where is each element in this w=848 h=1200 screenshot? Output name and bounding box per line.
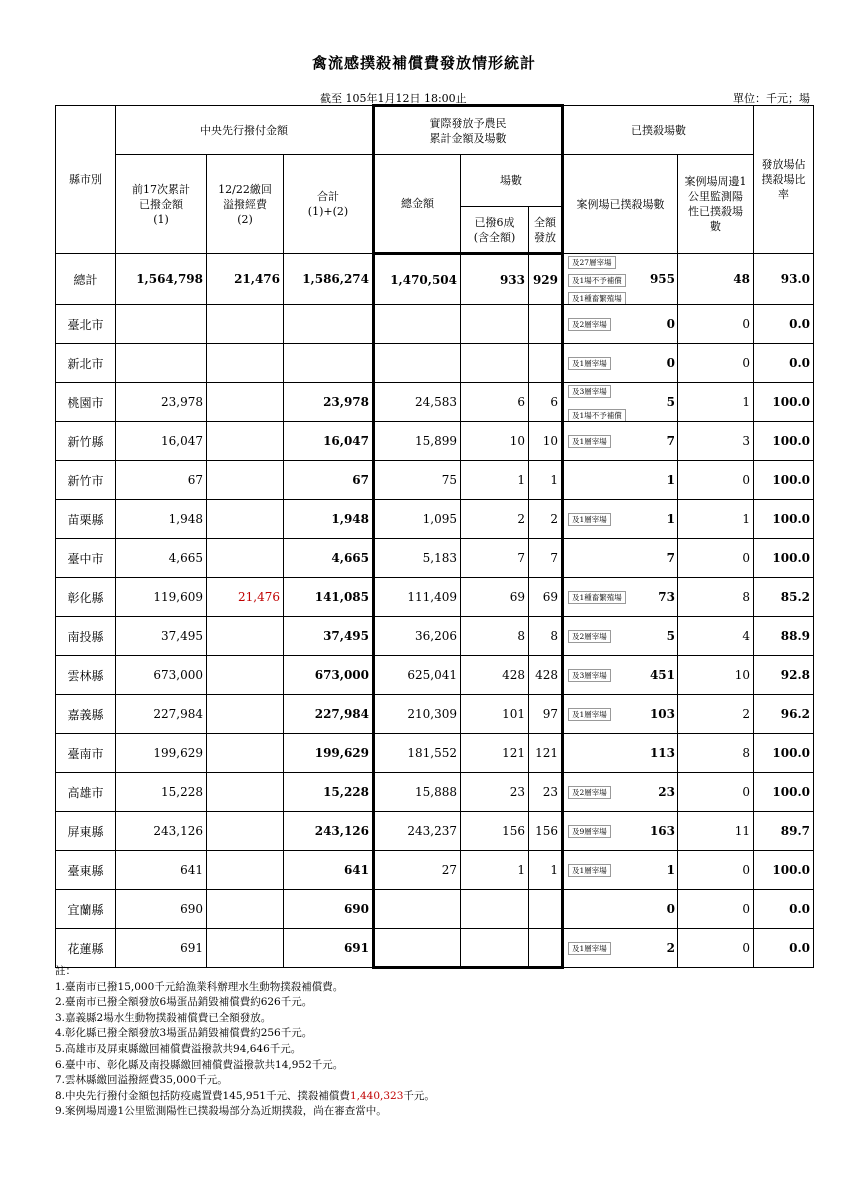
cull-note-tag: 及3層宰場 xyxy=(568,385,611,398)
county-row xyxy=(56,617,814,656)
total-row xyxy=(56,254,814,305)
prev17-amount: 199,629 xyxy=(116,734,207,773)
header-farmer-group: 實際發放予農民 累計金額及場數 xyxy=(374,106,563,155)
county-row xyxy=(56,773,814,812)
paid-full-count: 428 xyxy=(529,656,563,695)
header-dec22: 12/22繳回 溢撥經費 (2) xyxy=(207,155,284,254)
ratio-value: 0.0 xyxy=(754,890,814,929)
surrounding-count: 8 xyxy=(678,734,754,773)
total-amount xyxy=(374,890,461,929)
prev17-amount: 4,665 xyxy=(116,539,207,578)
county-name: 雲林縣 xyxy=(56,656,116,695)
header-surrounding: 案例場周邊1 公里監測陽 性已撲殺場 數 xyxy=(678,155,754,254)
county-row xyxy=(56,890,814,929)
total-amount xyxy=(374,305,461,344)
cull-note-tag: 及9層宰場 xyxy=(568,825,611,838)
highlight-amount: 1,440,323 xyxy=(349,1089,404,1102)
cull-note-tag: 及1場不予補償 xyxy=(568,274,626,287)
cull-note-tag: 及1層宰場 xyxy=(568,357,611,370)
paid-full-count: 156 xyxy=(529,812,563,851)
case-culled-count xyxy=(563,254,678,305)
paid-full-count: 97 xyxy=(529,695,563,734)
cull-note-tag: 及1層宰場 xyxy=(568,708,611,721)
total-amount: 36,206 xyxy=(374,617,461,656)
surrounding-count: 2 xyxy=(678,695,754,734)
paid-full-count xyxy=(529,890,563,929)
case-culled-count xyxy=(563,461,678,500)
header-prev17: 前17次累計 已撥金額 (1) xyxy=(116,155,207,254)
surrounding-count: 8 xyxy=(678,578,754,617)
prev17-amount: 15,228 xyxy=(116,773,207,812)
county-name: 屏東縣 xyxy=(56,812,116,851)
surrounding-count: 0 xyxy=(678,851,754,890)
county-row xyxy=(56,929,814,968)
dec22-amount xyxy=(207,422,284,461)
surrounding-count: 3 xyxy=(678,422,754,461)
header-culled-group: 已撲殺場數 xyxy=(563,106,754,155)
total-amount: 1,470,504 xyxy=(374,254,461,305)
paid-full-count xyxy=(529,305,563,344)
as-of-date: 截至 105年1月12日 18:00止 xyxy=(320,92,467,105)
paid60-count xyxy=(461,929,529,968)
surrounding-count: 0 xyxy=(678,539,754,578)
prev17-amount: 641 xyxy=(116,851,207,890)
total-amount: 111,409 xyxy=(374,578,461,617)
paid-full-count: 2 xyxy=(529,500,563,539)
paid60-count: 933 xyxy=(461,254,529,305)
dec22-amount xyxy=(207,500,284,539)
case-culled-number: 73 xyxy=(658,590,675,604)
paid60-count: 7 xyxy=(461,539,529,578)
case-culled-number: 23 xyxy=(658,785,675,799)
sum-amount: 641 xyxy=(284,851,374,890)
county-row xyxy=(56,539,814,578)
paid60-count: 1 xyxy=(461,851,529,890)
total-amount: 15,899 xyxy=(374,422,461,461)
paid-full-count: 1 xyxy=(529,461,563,500)
footnote-item: 7.雲林縣繳回溢撥經費35,000千元。 xyxy=(55,1074,228,1087)
paid-full-count xyxy=(529,929,563,968)
sum-amount: 199,629 xyxy=(284,734,374,773)
case-culled-number: 1 xyxy=(666,473,675,487)
county-row xyxy=(56,305,814,344)
ratio-value: 100.0 xyxy=(754,422,814,461)
total-amount: 243,237 xyxy=(374,812,461,851)
paid60-count xyxy=(461,305,529,344)
footnote-item: 5.高雄市及屏東縣繳回補償費溢撥款共94,646千元。 xyxy=(55,1042,302,1055)
prev17-amount: 67 xyxy=(116,461,207,500)
paid-full-count: 121 xyxy=(529,734,563,773)
case-culled-number: 5 xyxy=(666,395,675,409)
county-name: 宜蘭縣 xyxy=(56,890,116,929)
county-name: 苗栗縣 xyxy=(56,500,116,539)
prev17-amount: 691 xyxy=(116,929,207,968)
county-row xyxy=(56,656,814,695)
surrounding-count: 0 xyxy=(678,890,754,929)
surrounding-count: 1 xyxy=(678,500,754,539)
footnote-item: 1.臺南市已撥15,000千元給漁業科辦理水生動物撲殺補償費。 xyxy=(55,980,344,993)
dec22-amount xyxy=(207,734,284,773)
case-culled-number: 0 xyxy=(666,317,675,331)
total-amount: 27 xyxy=(374,851,461,890)
footnote-item: 3.嘉義縣2場水生動物撲殺補償費已全額發放。 xyxy=(55,1011,272,1024)
county-row xyxy=(56,422,814,461)
paid60-count xyxy=(461,890,529,929)
sum-amount: 67 xyxy=(284,461,374,500)
ratio-value: 0.0 xyxy=(754,305,814,344)
paid-full-count: 6 xyxy=(529,383,563,422)
dec22-amount xyxy=(207,929,284,968)
sum-amount xyxy=(284,305,374,344)
cull-note-tag: 及2層宰場 xyxy=(568,786,611,799)
prev17-amount xyxy=(116,344,207,383)
case-culled-count xyxy=(563,578,678,617)
case-culled-count xyxy=(563,305,678,344)
prev17-amount: 37,495 xyxy=(116,617,207,656)
footnote-item: 2.臺南市已撥全額發放6場蛋品銷毀補償費約626千元。 xyxy=(55,996,313,1009)
footnote-heading: 註： xyxy=(55,965,76,977)
paid60-count: 23 xyxy=(461,773,529,812)
county-row xyxy=(56,383,814,422)
ratio-value: 85.2 xyxy=(754,578,814,617)
paid-full-count: 1 xyxy=(529,851,563,890)
case-culled-number: 103 xyxy=(649,707,675,721)
county-name: 臺東縣 xyxy=(56,851,116,890)
total-amount: 5,183 xyxy=(374,539,461,578)
paid60-count: 428 xyxy=(461,656,529,695)
header-paid60: 已撥6成 (含全額) xyxy=(461,207,529,254)
case-culled-count xyxy=(563,500,678,539)
total-amount: 75 xyxy=(374,461,461,500)
footnote-item: 9.案例場周邊1公里監測陽性已撲殺場部分為近期撲殺，尚在審查當中。 xyxy=(55,1105,387,1118)
paid60-count: 156 xyxy=(461,812,529,851)
county-name: 新北市 xyxy=(56,344,116,383)
dec22-amount xyxy=(207,656,284,695)
paid60-count: 2 xyxy=(461,500,529,539)
paid-full-count: 8 xyxy=(529,617,563,656)
case-culled-count xyxy=(563,851,678,890)
dec22-amount xyxy=(207,617,284,656)
sum-amount: 243,126 xyxy=(284,812,374,851)
county-name: 花蓮縣 xyxy=(56,929,116,968)
footnote-item: 8.中央先行撥付金額包括防疫處置費145,951千元、撲殺補償費1,440,323千元。 xyxy=(55,1089,435,1102)
dec22-amount xyxy=(207,773,284,812)
case-culled-count xyxy=(563,695,678,734)
county-row xyxy=(56,851,814,890)
total-amount: 24,583 xyxy=(374,383,461,422)
ratio-value: 100.0 xyxy=(754,461,814,500)
county-name: 臺中市 xyxy=(56,539,116,578)
sum-amount: 15,228 xyxy=(284,773,374,812)
dec22-amount xyxy=(207,383,284,422)
cull-note-tag: 及27層宰場 xyxy=(568,256,616,269)
dec22-amount: 21,476 xyxy=(207,254,284,305)
surrounding-count: 0 xyxy=(678,461,754,500)
sum-amount: 1,586,274 xyxy=(284,254,374,305)
case-culled-number: 451 xyxy=(649,668,675,682)
total-amount: 1,095 xyxy=(374,500,461,539)
sum-amount: 227,984 xyxy=(284,695,374,734)
case-culled-count xyxy=(563,617,678,656)
sum-amount: 1,948 xyxy=(284,500,374,539)
dec22-amount xyxy=(207,305,284,344)
prev17-amount: 673,000 xyxy=(116,656,207,695)
ratio-value: 92.8 xyxy=(754,656,814,695)
prev17-amount: 243,126 xyxy=(116,812,207,851)
footnote-item: 4.彰化縣已撥全額發放3場蛋品銷毀補償費約256千元。 xyxy=(55,1027,313,1040)
paid60-count: 101 xyxy=(461,695,529,734)
dec22-amount xyxy=(207,344,284,383)
cull-note-tag: 及1層宰場 xyxy=(568,435,611,448)
sum-amount xyxy=(284,344,374,383)
total-amount xyxy=(374,344,461,383)
cull-note-tag: 及1層宰場 xyxy=(568,942,611,955)
paid-full-count: 929 xyxy=(529,254,563,305)
county-name: 彰化縣 xyxy=(56,578,116,617)
prev17-amount: 119,609 xyxy=(116,578,207,617)
header-county: 縣市別 xyxy=(56,106,116,254)
ratio-value: 100.0 xyxy=(754,851,814,890)
surrounding-count: 10 xyxy=(678,656,754,695)
prev17-amount xyxy=(116,305,207,344)
surrounding-count: 0 xyxy=(678,929,754,968)
case-culled-count xyxy=(563,773,678,812)
prev17-amount: 23,978 xyxy=(116,383,207,422)
case-culled-count xyxy=(563,812,678,851)
compensation-table xyxy=(55,104,814,969)
cull-note-tag: 及1場不予補償 xyxy=(568,409,626,422)
county-name: 新竹縣 xyxy=(56,422,116,461)
sum-amount: 37,495 xyxy=(284,617,374,656)
case-culled-number: 0 xyxy=(666,356,675,370)
ratio-value: 100.0 xyxy=(754,500,814,539)
header-ratio: 發放場佔 撲殺場比 率 xyxy=(754,106,814,254)
cull-note-tag: 及2層宰場 xyxy=(568,318,611,331)
header-farms: 場數 xyxy=(461,155,563,207)
paid60-count: 69 xyxy=(461,578,529,617)
case-culled-count xyxy=(563,422,678,461)
case-culled-count xyxy=(563,890,678,929)
sum-amount: 4,665 xyxy=(284,539,374,578)
ratio-value: 100.0 xyxy=(754,539,814,578)
prev17-amount: 690 xyxy=(116,890,207,929)
unit-label: 單位：千元；場 xyxy=(733,92,810,105)
county-row xyxy=(56,695,814,734)
county-name: 南投縣 xyxy=(56,617,116,656)
ratio-value: 100.0 xyxy=(754,383,814,422)
paid60-count: 121 xyxy=(461,734,529,773)
cull-note-tag: 及2層宰場 xyxy=(568,630,611,643)
sum-amount: 141,085 xyxy=(284,578,374,617)
paid-full-count xyxy=(529,344,563,383)
ratio-value: 100.0 xyxy=(754,734,814,773)
paid60-count: 6 xyxy=(461,383,529,422)
case-culled-number: 7 xyxy=(666,434,675,448)
ratio-value: 89.7 xyxy=(754,812,814,851)
county-name: 嘉義縣 xyxy=(56,695,116,734)
total-amount xyxy=(374,929,461,968)
paid60-count xyxy=(461,344,529,383)
case-culled-number: 1 xyxy=(666,512,675,526)
sum-amount: 690 xyxy=(284,890,374,929)
dec22-amount: 21,476 xyxy=(207,578,284,617)
sum-amount: 691 xyxy=(284,929,374,968)
total-amount: 181,552 xyxy=(374,734,461,773)
prev17-amount: 1,948 xyxy=(116,500,207,539)
county-row xyxy=(56,500,814,539)
footnotes xyxy=(55,964,435,1120)
header-central-group: 中央先行撥付金額 xyxy=(116,106,374,155)
dec22-amount xyxy=(207,890,284,929)
case-culled-count xyxy=(563,539,678,578)
cull-note-tag: 及1層宰場 xyxy=(568,864,611,877)
surrounding-count: 4 xyxy=(678,617,754,656)
county-row xyxy=(56,461,814,500)
header-total-amount: 總金額 xyxy=(374,155,461,254)
county-name: 臺南市 xyxy=(56,734,116,773)
county-name: 新竹市 xyxy=(56,461,116,500)
case-culled-count xyxy=(563,734,678,773)
dec22-amount xyxy=(207,812,284,851)
county-name: 桃園市 xyxy=(56,383,116,422)
total-amount: 210,309 xyxy=(374,695,461,734)
header-paid-full: 全額 發放 xyxy=(529,207,563,254)
paid-full-count: 69 xyxy=(529,578,563,617)
paid60-count: 10 xyxy=(461,422,529,461)
dec22-amount xyxy=(207,851,284,890)
paid60-count: 1 xyxy=(461,461,529,500)
dec22-amount xyxy=(207,461,284,500)
dec22-amount xyxy=(207,695,284,734)
case-culled-number: 163 xyxy=(649,824,675,838)
ratio-value: 100.0 xyxy=(754,773,814,812)
case-culled-number: 955 xyxy=(649,272,675,286)
cull-note-tag: 及3層宰場 xyxy=(568,669,611,682)
surrounding-count: 0 xyxy=(678,773,754,812)
case-culled-count xyxy=(563,344,678,383)
cull-note-tag: 及1層宰場 xyxy=(568,513,611,526)
header-case-culled: 案例場已撲殺場數 xyxy=(563,155,678,254)
paid-full-count: 23 xyxy=(529,773,563,812)
county-row xyxy=(56,812,814,851)
county-name: 臺北市 xyxy=(56,305,116,344)
paid-full-count: 10 xyxy=(529,422,563,461)
county-row xyxy=(56,734,814,773)
surrounding-count: 11 xyxy=(678,812,754,851)
total-amount: 625,041 xyxy=(374,656,461,695)
cull-note-tag: 及1種畜繁殖場 xyxy=(568,591,626,604)
header-sum: 合計 (1)+(2) xyxy=(284,155,374,254)
case-culled-count xyxy=(563,656,678,695)
paid60-count: 8 xyxy=(461,617,529,656)
surrounding-count: 48 xyxy=(678,254,754,305)
sum-amount: 673,000 xyxy=(284,656,374,695)
cull-note-tag: 及1種畜繁殖場 xyxy=(568,292,626,305)
footnote-item: 6.臺中市、彰化縣及南投縣繳回補償費溢撥款共14,952千元。 xyxy=(55,1058,344,1071)
county-row xyxy=(56,344,814,383)
county-name: 高雄市 xyxy=(56,773,116,812)
ratio-value: 0.0 xyxy=(754,344,814,383)
case-culled-number: 2 xyxy=(666,941,675,955)
case-culled-number: 1 xyxy=(666,863,675,877)
prev17-amount: 1,564,798 xyxy=(116,254,207,305)
paid-full-count: 7 xyxy=(529,539,563,578)
ratio-value: 93.0 xyxy=(754,254,814,305)
case-culled-number: 0 xyxy=(666,902,675,916)
surrounding-count: 0 xyxy=(678,344,754,383)
case-culled-count xyxy=(563,929,678,968)
case-culled-count xyxy=(563,383,678,422)
page-title: 禽流感撲殺補償費發放情形統計 xyxy=(311,54,536,72)
case-culled-number: 5 xyxy=(666,629,675,643)
case-culled-number: 113 xyxy=(649,746,675,760)
ratio-value: 88.9 xyxy=(754,617,814,656)
sum-amount: 23,978 xyxy=(284,383,374,422)
ratio-value: 96.2 xyxy=(754,695,814,734)
surrounding-count: 0 xyxy=(678,305,754,344)
county-row xyxy=(56,578,814,617)
surrounding-count: 1 xyxy=(678,383,754,422)
prev17-amount: 16,047 xyxy=(116,422,207,461)
sum-amount: 16,047 xyxy=(284,422,374,461)
total-amount: 15,888 xyxy=(374,773,461,812)
ratio-value: 0.0 xyxy=(754,929,814,968)
dec22-amount xyxy=(207,539,284,578)
case-culled-number: 7 xyxy=(666,551,675,565)
prev17-amount: 227,984 xyxy=(116,695,207,734)
county-name: 總計 xyxy=(56,254,116,305)
